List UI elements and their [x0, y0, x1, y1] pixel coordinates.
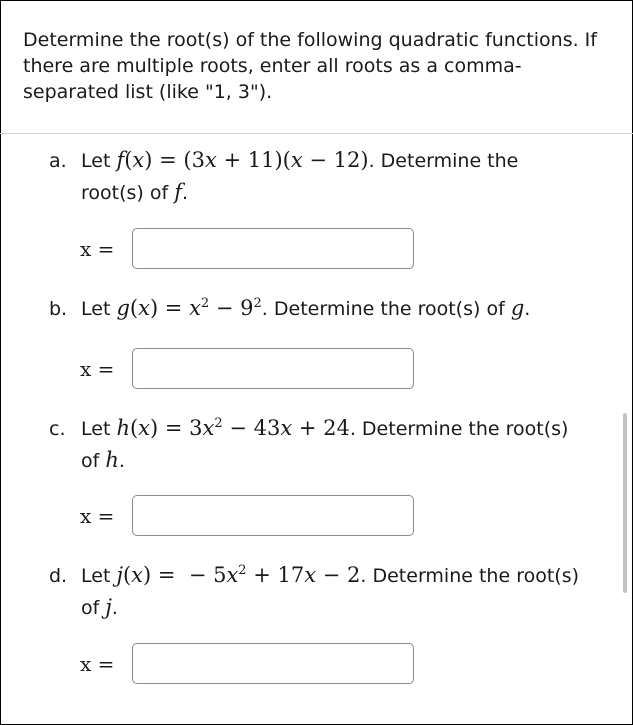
problem-prefix: Let	[81, 418, 111, 440]
function-name-ref: f	[174, 180, 182, 204]
problem-letter: a.	[49, 150, 67, 172]
function-expression: $x^2 - 9^2$	[189, 296, 262, 320]
function-expression: $3x^2 - 43x + 24$	[189, 416, 350, 440]
problem-letter: d.	[49, 565, 68, 587]
problem-continuation: of	[81, 450, 100, 472]
function-name-ref: h	[105, 448, 119, 472]
problem-d: d. Let j(x) = − $5x^2 + 17x - 2$. Determine the root(s) of j.	[49, 563, 580, 619]
answer-label: x =	[80, 357, 115, 381]
answer-input-c[interactable]	[132, 495, 414, 536]
problem-letter: b.	[49, 298, 68, 320]
problem-suffix: . Determine the root(s)	[349, 418, 569, 440]
scrollbar-thumb[interactable]	[623, 413, 627, 593]
answer-input-b[interactable]	[132, 348, 414, 389]
problem-b: b. Let $g(x) = x^2 - 9^2$. Determine the root(s) of g.	[49, 293, 619, 325]
problem-letter: c.	[49, 418, 66, 440]
problem-a: a. Let f(x) = (3x + 11)(x − 12). Determine the root(s) of f.	[49, 148, 519, 204]
divider	[0, 133, 633, 134]
problem-suffix: . Determine the root(s) of	[261, 298, 505, 320]
problem-suffix: . Determine the	[368, 150, 519, 172]
function-name: j	[116, 563, 123, 587]
problem-continuation: of	[81, 597, 100, 619]
function-name: g	[116, 296, 130, 320]
problem-prefix: Let	[81, 565, 111, 587]
problem-prefix: Let	[81, 150, 111, 172]
problem-c: c. Let $h(x) = 3x^2 - 43x + 24$. Determine the root(s) of h.	[49, 416, 569, 472]
question-instructions: Determine the root(s) of the following quadratic functions. If there are multiple roots, enter all roots as a comma-separated list (like "1, 3").	[23, 29, 597, 103]
function-expression: (3x + 11)(x − 12)	[183, 148, 369, 172]
problem-prefix: Let	[81, 298, 111, 320]
function-name: h	[116, 416, 130, 440]
answer-label: x =	[80, 237, 115, 261]
function-name-ref: j	[105, 595, 112, 619]
function-expression: − $5x^2 + 17x - 2$	[182, 563, 361, 587]
function-name: f	[116, 148, 125, 172]
answer-input-a[interactable]	[132, 228, 414, 269]
answer-label: x =	[80, 652, 115, 676]
answer-input-d[interactable]	[132, 643, 414, 684]
answer-label: x =	[80, 504, 115, 528]
function-name-ref: g	[510, 296, 525, 320]
problem-continuation: root(s) of	[81, 182, 169, 204]
problem-suffix: . Determine the root(s)	[360, 565, 580, 587]
